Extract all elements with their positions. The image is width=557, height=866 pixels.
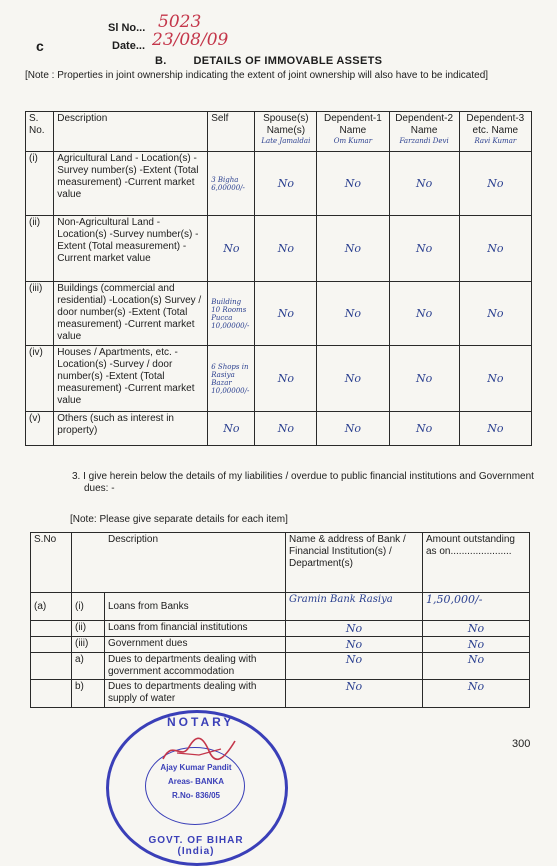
- asset-spouse-value: No: [255, 152, 317, 216]
- asset-description: Non-Agricultural Land - Location(s) -Survey number(s) -Extent (Total measurement) -Current market value: [54, 216, 208, 282]
- liability-amount: No: [423, 637, 530, 653]
- asset-description: Buildings (commercial and residential) -Location(s) Survey / door number(s) -Extent (Total measurement) -Current market value: [54, 282, 208, 346]
- liab-col-header-description: Description: [72, 533, 286, 593]
- signature-scribble: [159, 731, 239, 767]
- asset-dep2-value: No: [389, 216, 459, 282]
- date-label: Date...: [112, 40, 146, 52]
- liability-sub: b): [72, 680, 105, 708]
- liability-amount: 1,50,000/-: [423, 593, 530, 621]
- asset-dep1-value: No: [317, 152, 389, 216]
- liability-row: [31, 653, 530, 680]
- dep2-name: Farzandi Devi: [399, 137, 449, 145]
- asset-row: [26, 216, 532, 282]
- asset-dep2-value: No: [389, 412, 459, 446]
- asset-description: Houses / Apartments, etc. -Location(s) -Survey / door number(s) -Extent (Total measurement) -Current market value: [54, 346, 208, 412]
- col-header-dep1: [317, 112, 389, 152]
- asset-spouse-value: No: [255, 346, 317, 412]
- liability-amount: No: [423, 621, 530, 637]
- asset-dep3-value: No: [459, 152, 531, 216]
- stamp-top-text: NOTARY: [167, 715, 235, 729]
- spouse-name: Late Jamaldai: [261, 137, 311, 145]
- liability-sub: (ii): [72, 621, 105, 637]
- asset-dep2-value: No: [389, 152, 459, 216]
- page-number: 300: [512, 738, 531, 750]
- asset-row: [26, 152, 532, 216]
- liability-group: [31, 653, 72, 680]
- section-note: [Note : Properties in joint ownership indicating the extent of joint ownership will also have to be indicated]: [25, 70, 489, 81]
- liability-description: Dues to departments dealing with supply of water: [105, 680, 286, 708]
- assets-table: [25, 111, 532, 446]
- liability-institution: No: [286, 680, 423, 708]
- liability-institution: No: [286, 653, 423, 680]
- serial-number-label: Sl No...: [108, 22, 146, 34]
- asset-sno: (i): [26, 152, 54, 216]
- asset-dep1-value: No: [317, 282, 389, 346]
- liability-amount: No: [423, 680, 530, 708]
- asset-row: [26, 412, 532, 446]
- asset-sno: (ii): [26, 216, 54, 282]
- dep1-name: Om Kumar: [333, 137, 373, 145]
- liability-row: [31, 680, 530, 708]
- liability-group: [31, 680, 72, 708]
- serial-number-value: 5023: [158, 12, 202, 32]
- liability-institution: No: [286, 621, 423, 637]
- assets-header-row: [26, 112, 532, 152]
- liabilities-intro: 3. I give herein below the details of my liabilities / overdue to public financial institutions and Government dues: -: [72, 471, 534, 494]
- liab-col-header-sno: S.No: [31, 533, 72, 593]
- margin-mark: c: [36, 38, 44, 54]
- liability-group: [31, 621, 72, 637]
- liab-col-header-institution: Name & address of Bank / Financial Institution(s) / Department(s): [286, 533, 423, 593]
- asset-dep1-value: No: [317, 346, 389, 412]
- liabilities-table: [30, 532, 530, 708]
- liability-description: Dues to departments dealing with government accommodation: [105, 653, 286, 680]
- dep3-name: Ravi Kumar: [474, 137, 517, 145]
- notary-stamp: [106, 710, 288, 866]
- liability-institution: No: [286, 637, 423, 653]
- asset-sno: (v): [26, 412, 54, 446]
- liability-row: [31, 637, 530, 653]
- spouse-header-label: Spouse(s) Name(s): [263, 113, 309, 136]
- asset-sno: (iv): [26, 346, 54, 412]
- liability-description: Loans from financial institutions: [105, 621, 286, 637]
- asset-spouse-value: No: [255, 216, 317, 282]
- asset-self-value: Building 10 Rooms Pucca 10,00000/-: [208, 282, 255, 346]
- liability-amount: No: [423, 653, 530, 680]
- col-header-spouse: [255, 112, 317, 152]
- liability-description: Government dues: [105, 637, 286, 653]
- dep1-header-label: Dependent-1 Name: [323, 113, 382, 136]
- liability-row: [31, 593, 530, 621]
- asset-dep3-value: No: [459, 346, 531, 412]
- col-header-sno: S. No.: [26, 112, 54, 152]
- liab-col-header-amount: Amount outstanding as on......................: [423, 533, 530, 593]
- asset-sno: (iii): [26, 282, 54, 346]
- asset-dep2-value: No: [389, 282, 459, 346]
- liability-group: [31, 637, 72, 653]
- liability-row: [31, 621, 530, 637]
- liability-sub: a): [72, 653, 105, 680]
- liability-sub: (i): [72, 593, 105, 621]
- col-header-self: Self: [208, 112, 255, 152]
- stamp-reg: R.No- 836/05: [171, 791, 221, 800]
- asset-spouse-value: No: [255, 412, 317, 446]
- date-value: 23/08/09: [152, 30, 229, 50]
- asset-self-value: 6 Shops in Rasiya Bazar 10,00000/-: [208, 346, 255, 412]
- asset-description: Agricultural Land - Location(s) -Survey number(s) -Extent (Total measurement) -Current market value: [54, 152, 208, 216]
- dep2-header-label: Dependent-2 Name: [395, 113, 454, 136]
- asset-dep2-value: No: [389, 346, 459, 412]
- asset-dep3-value: No: [459, 412, 531, 446]
- section-heading: B. DETAILS OF IMMOVABLE ASSETS: [155, 55, 383, 67]
- asset-dep1-value: No: [317, 412, 389, 446]
- col-header-description: Description: [54, 112, 208, 152]
- asset-dep1-value: No: [317, 216, 389, 282]
- liability-description: Loans from Banks: [105, 593, 286, 621]
- asset-self-value: No: [208, 412, 255, 446]
- liability-group: (a): [31, 593, 72, 621]
- liabilities-note: [Note: Please give separate details for each item]: [70, 514, 288, 525]
- stamp-name: Ajay Kumar Pandit: [160, 763, 232, 772]
- dep3-header-label: Dependent-3 etc. Name: [466, 113, 525, 136]
- stamp-area: Areas- BANKA: [167, 777, 224, 786]
- liability-sub: (iii): [72, 637, 105, 653]
- asset-row: [26, 282, 532, 346]
- col-header-dep3: [459, 112, 531, 152]
- asset-dep3-value: No: [459, 216, 531, 282]
- liabilities-header-row: [31, 533, 530, 593]
- liability-institution: Gramin Bank Rasiya: [286, 593, 423, 621]
- stamp-bottom-text: GOVT. OF BIHAR (India): [148, 835, 244, 857]
- asset-description: Others (such as interest in property): [54, 412, 208, 446]
- asset-self-value: 3 Bigha 6,00000/-: [208, 152, 255, 216]
- col-header-dep2: [389, 112, 459, 152]
- asset-spouse-value: No: [255, 282, 317, 346]
- asset-self-value: No: [208, 216, 255, 282]
- asset-dep3-value: No: [459, 282, 531, 346]
- asset-row: [26, 346, 532, 412]
